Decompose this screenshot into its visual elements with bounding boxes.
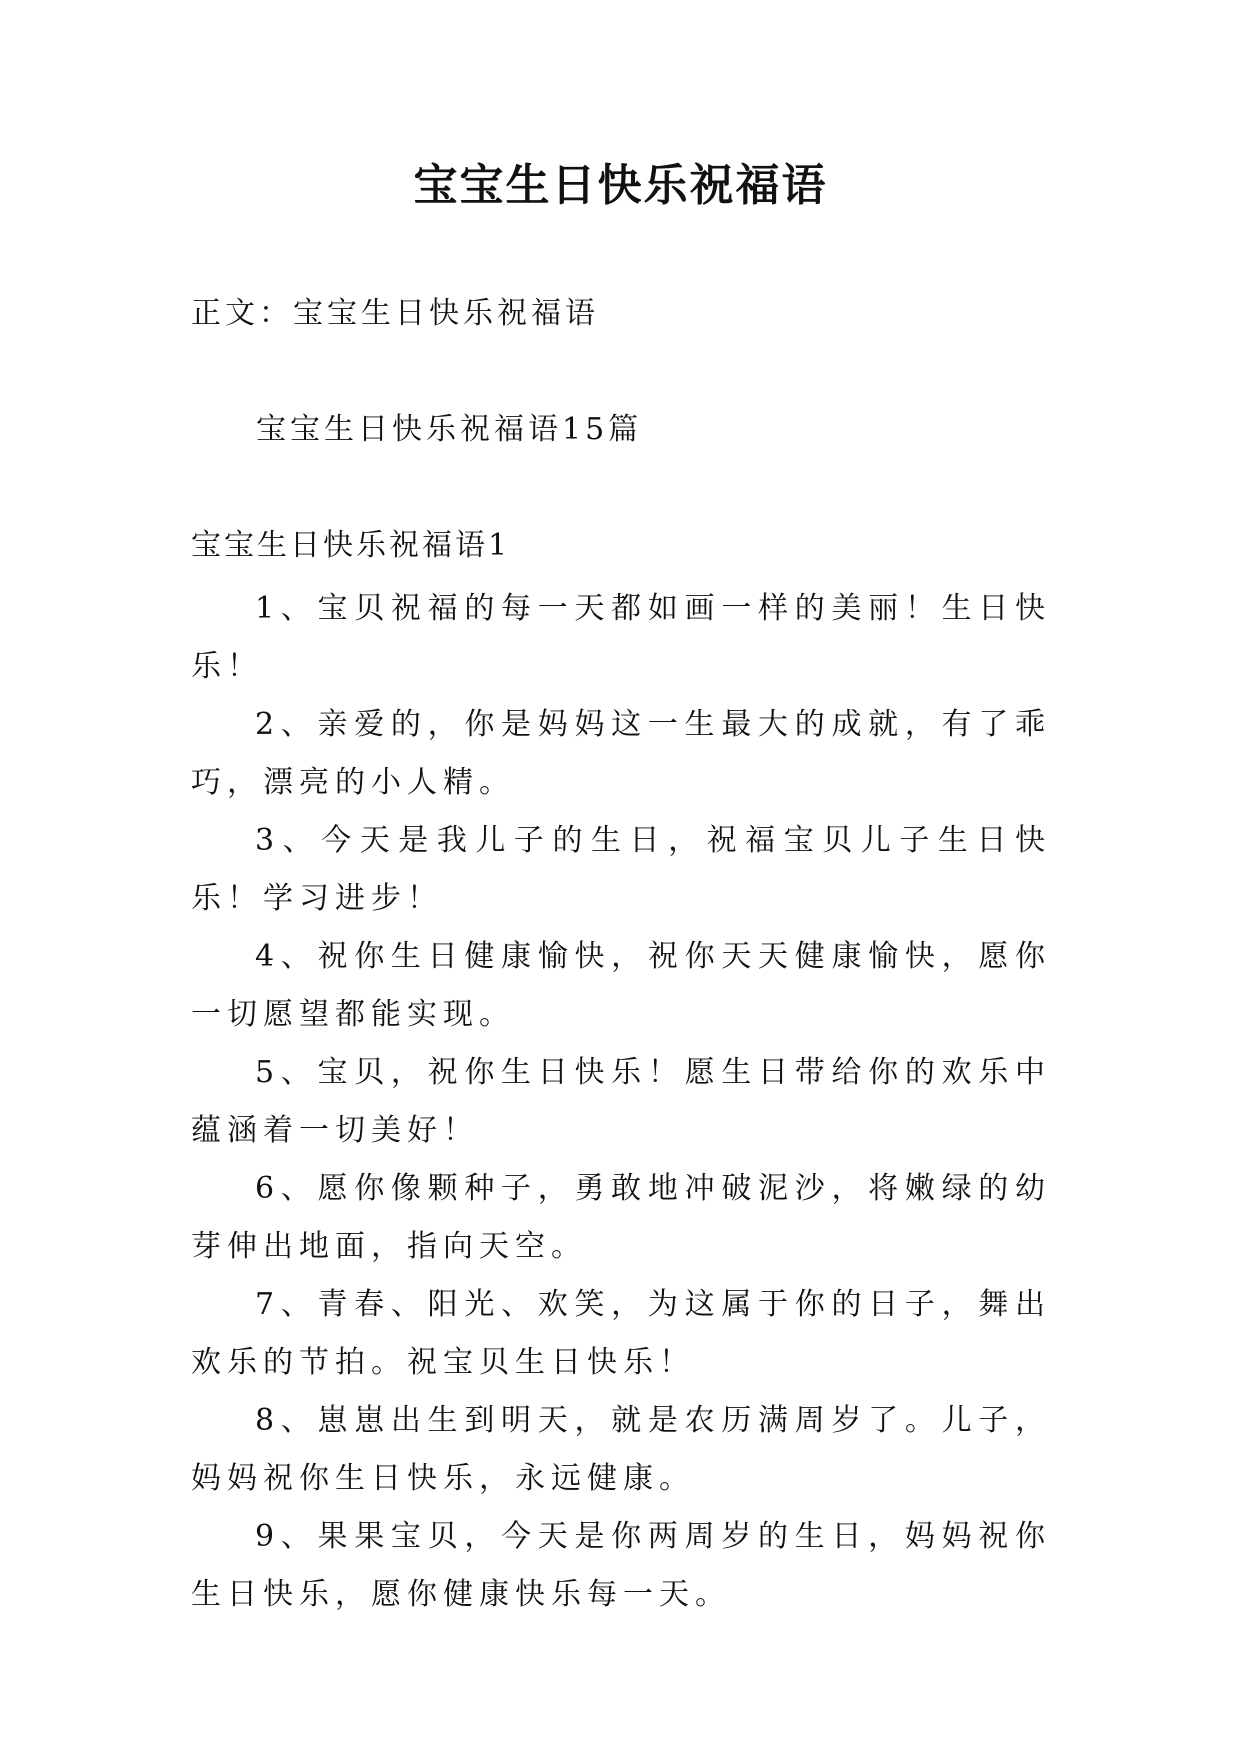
blessing-list — [191, 580, 1051, 1624]
blessing-item: 3、今天是我儿子的生日，祝福宝贝儿子生日快乐！学习进步！ — [191, 823, 1051, 916]
body-label-line: 正文：宝宝生日快乐祝福语 — [191, 296, 599, 331]
blessing-item: 4、祝你生日健康愉快，祝你天天健康愉快，愿你一切愿望都能实现。 — [191, 939, 1051, 1032]
blessing-item: 8、崽崽出生到明天，就是农历满周岁了。儿子，妈妈祝你生日快乐，永远健康。 — [191, 1403, 1051, 1496]
blessing-item: 2、亲爱的，你是妈妈这一生最大的成就，有了乖巧，漂亮的小人精。 — [191, 707, 1051, 800]
blessing-item: 1、宝贝祝福的每一天都如画一样的美丽！生日快乐！ — [191, 591, 1051, 684]
document-subtitle: 宝宝生日快乐祝福语15篇 — [256, 412, 643, 447]
document-title: 宝宝生日快乐祝福语 — [413, 160, 828, 211]
blessing-item: 5、宝贝，祝你生日快乐！愿生日带给你的欢乐中蕴涵着一切美好！ — [191, 1055, 1051, 1148]
blessing-item: 9、果果宝贝，今天是你两周岁的生日，妈妈祝你生日快乐，愿你健康快乐每一天。 — [191, 1519, 1051, 1612]
blessing-item: 6、愿你像颗种子，勇敢地冲破泥沙，将嫩绿的幼芽伸出地面，指向天空。 — [191, 1171, 1051, 1264]
section-heading: 宝宝生日快乐祝福语1 — [191, 528, 511, 563]
blessing-item: 7、青春、阳光、欢笑，为这属于你的日子，舞出欢乐的节拍。祝宝贝生日快乐！ — [191, 1287, 1051, 1380]
